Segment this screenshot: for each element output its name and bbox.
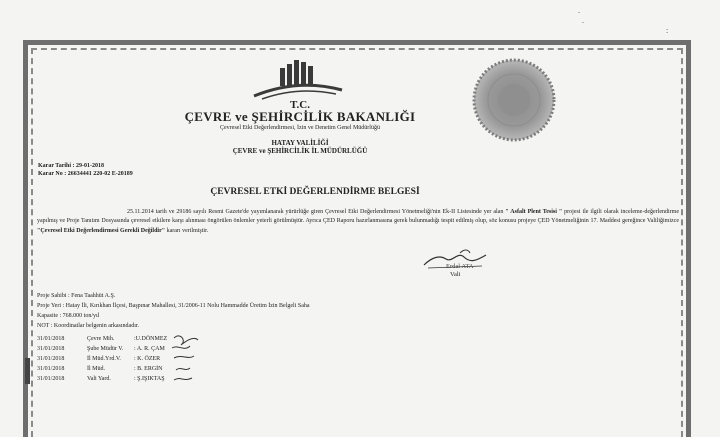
- project-name: " Asfalt Plent Tesisi ": [505, 209, 563, 215]
- decision-text: "Çevresel Etki Değerlendirmesi Gerekli Değildir": [37, 227, 166, 234]
- directorate-name: Çevresel Etki Değerlendirmesi, İzin ve Denetim Genel Müdürlüğü: [220, 125, 380, 131]
- approval-name: : A. R. ÇAM: [134, 346, 165, 352]
- approval-name: : B. ERGİN: [134, 366, 163, 372]
- approval-date: 31/01/2018: [37, 366, 65, 372]
- approval-name: :U.DÖNMEZ: [134, 336, 168, 342]
- approval-role: Vali Yard.: [87, 376, 111, 382]
- body-text-part1: 25.11.2014 tarih ve 29186 sayılı Resmi Gazete'de yayımlanarak yürürlüğe giren Çevresel Etki Değerlendirmesi Yönetmeliği'nin Ek-II Listesinde yer alan: [127, 209, 506, 215]
- certificate-title: ÇEVRESEL ETKİ DEĞERLENDİRME BELGESİ: [210, 187, 420, 197]
- signatory-title: Vali: [450, 271, 461, 278]
- governorship-name: HATAY VALİLİĞİ: [271, 139, 329, 147]
- scan-speck: .: [582, 16, 584, 25]
- approval-name: : Ş.IŞIKTAŞ: [134, 376, 165, 382]
- scan-speck: :: [666, 26, 669, 35]
- approval-date: 31/01/2018: [37, 376, 65, 382]
- ministry-logo-icon: [252, 56, 344, 100]
- body-text-part3: kararı verilmiştir.: [165, 227, 209, 234]
- official-seal-icon: [470, 56, 558, 144]
- project-owner: Proje Sahibi : Fena Taahhüt A.Ş.: [37, 293, 116, 299]
- certificate-body: [37, 208, 679, 236]
- approval-role: Şube Müdür V.: [87, 346, 124, 352]
- ministry-name: ÇEVRE ve ŞEHİRCİLİK BAKANLIĞI: [184, 109, 416, 124]
- approval-date: 31/01/2018: [37, 336, 65, 342]
- header-tc: T.C.: [290, 99, 310, 111]
- decision-number: Karar No : 26634441 220-02 E-20189: [38, 171, 133, 177]
- approval-role: Çevre Mih.: [87, 336, 115, 342]
- approval-name: : K. ÖZER: [134, 356, 161, 362]
- project-capacity: Kapasite : 768.000 ton/yıl: [37, 313, 100, 319]
- approval-initials-icon: [170, 330, 210, 386]
- provincial-directorate-name: ÇEVRE ve ŞEHİRCİLİK İL MÜDÜRLÜĞÜ: [232, 147, 368, 155]
- approval-role: İl Müd.: [87, 366, 105, 372]
- margin-mark-icon: [24, 358, 32, 384]
- body-text-part2: projesi ile ilgili olarak inceleme-değerlendirme yapılmış ve Proje Tanıtım Dosyasında çevresel etkilere karşı alınması öngörülen önlemler yeterli görülmüştür. Ayrıca ÇED Raporu hazırlanmasına gerek bulunmadığı tespit edilmiş olup, söz konusu projeye ÇED Yönetmeliğinin 17. Maddesi gereğince Valiliğimizce: [37, 209, 679, 225]
- project-location: Proje Yeri : Hatay İli, Kırıkhan İlçesi, Başpınar Mahallesi, 31/2006-11 Nolu Hammadde Üretim İzin Belgeli Saha: [37, 303, 310, 309]
- approval-date: 31/01/2018: [37, 346, 65, 352]
- approval-date: 31/01/2018: [37, 356, 65, 362]
- signatory-name: Erdal ATA: [446, 263, 474, 270]
- coordinates-note: NOT : Koordinatlar belgenin arkasındadır.: [37, 323, 140, 329]
- approval-role: İl Müd.Yrd.V.: [87, 356, 121, 362]
- scan-speck: .: [578, 6, 580, 15]
- decision-date: Karar Tarihi : 29-01-2018: [38, 163, 105, 169]
